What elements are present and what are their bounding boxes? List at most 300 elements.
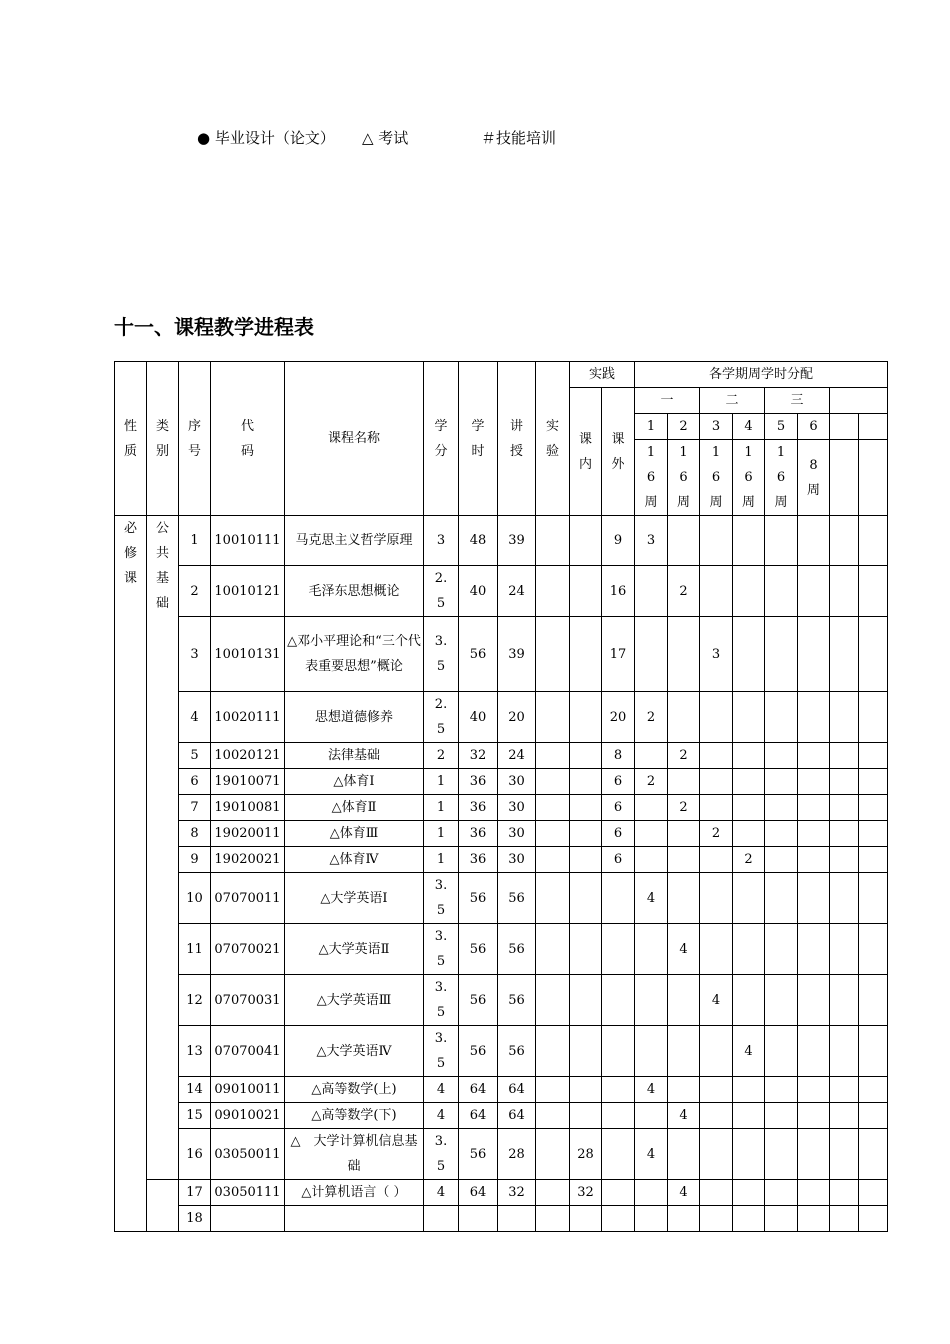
cell-lab bbox=[536, 1129, 570, 1180]
cell-credits: 1 bbox=[424, 795, 459, 821]
cell-practice-out: 16 bbox=[602, 566, 635, 617]
cell-term-hours bbox=[668, 617, 700, 692]
cell-term-hours bbox=[635, 924, 668, 975]
cell-practice-in bbox=[570, 1077, 602, 1103]
cell-term-hours bbox=[733, 566, 765, 617]
cell-term-hours bbox=[635, 975, 668, 1026]
cell-hours bbox=[459, 1206, 498, 1232]
header-term: 3 bbox=[700, 414, 733, 440]
cell-code: 09010021 bbox=[211, 1103, 285, 1129]
cell-practice-out: 6 bbox=[602, 821, 635, 847]
cell-course-name: △ 大学计算机信息基础 bbox=[285, 1129, 424, 1180]
cell-lecture: 32 bbox=[498, 1180, 536, 1206]
table-row bbox=[115, 1103, 888, 1129]
cell-code: 19010071 bbox=[211, 769, 285, 795]
cell-term-hours bbox=[830, 1129, 859, 1180]
table-row bbox=[115, 769, 888, 795]
cell-term-hours bbox=[668, 1206, 700, 1232]
cell-term-hours bbox=[859, 1206, 888, 1232]
cell-term-hours bbox=[830, 1026, 859, 1077]
table-row bbox=[115, 566, 888, 617]
cell-term-hours: 2 bbox=[733, 847, 765, 873]
cell-term-hours bbox=[830, 617, 859, 692]
cell-term-hours bbox=[668, 1077, 700, 1103]
header-lab: 实验 bbox=[536, 362, 570, 516]
cell-lab bbox=[536, 743, 570, 769]
cell-term-hours bbox=[859, 795, 888, 821]
cell-term-hours bbox=[830, 743, 859, 769]
cell-lab bbox=[536, 1026, 570, 1077]
cell-course-name: △邓小平理论和“三个代表重要思想”概论 bbox=[285, 617, 424, 692]
cell-term-hours bbox=[733, 1129, 765, 1180]
cell-lecture: 56 bbox=[498, 873, 536, 924]
cell-lab bbox=[536, 821, 570, 847]
cell-term-hours bbox=[635, 1206, 668, 1232]
cell-term-hours bbox=[635, 566, 668, 617]
cell-practice-in: 32 bbox=[570, 1180, 602, 1206]
cell-code: 07070031 bbox=[211, 975, 285, 1026]
cell-course-name: 马克思主义哲学原理 bbox=[285, 516, 424, 566]
cell-lab bbox=[536, 975, 570, 1026]
cell-term-hours bbox=[668, 692, 700, 743]
cell-lab bbox=[536, 692, 570, 743]
cell-practice-out: 9 bbox=[602, 516, 635, 566]
cell-hours: 56 bbox=[459, 1129, 498, 1180]
cell-course-name: △体育Ⅰ bbox=[285, 769, 424, 795]
cell-practice-in bbox=[570, 743, 602, 769]
header-practice-in: 课内 bbox=[570, 388, 602, 516]
cell-practice-out bbox=[602, 1026, 635, 1077]
cell-credits: 1 bbox=[424, 769, 459, 795]
cell-term-hours bbox=[733, 1077, 765, 1103]
cell-practice-in bbox=[570, 975, 602, 1026]
cell-term-hours bbox=[798, 1026, 830, 1077]
cell-practice-in: 28 bbox=[570, 1129, 602, 1180]
cell-credits: 2.5 bbox=[424, 566, 459, 617]
cell-lab bbox=[536, 769, 570, 795]
cell-seq: 6 bbox=[179, 769, 211, 795]
cell-practice-in bbox=[570, 516, 602, 566]
cell-lecture: 64 bbox=[498, 1103, 536, 1129]
cell-term-hours bbox=[700, 743, 733, 769]
cell-term-hours bbox=[668, 516, 700, 566]
cell-practice-in bbox=[570, 1026, 602, 1077]
cell-term-hours bbox=[830, 1103, 859, 1129]
cell-term-hours bbox=[700, 924, 733, 975]
cell-hours: 32 bbox=[459, 743, 498, 769]
cell-term-hours bbox=[859, 821, 888, 847]
cell-lecture: 56 bbox=[498, 1026, 536, 1077]
header-year-2: 二 bbox=[700, 388, 765, 414]
cell-lecture: 30 bbox=[498, 847, 536, 873]
cell-practice-in bbox=[570, 769, 602, 795]
cell-term-hours: 3 bbox=[635, 516, 668, 566]
cell-term-hours bbox=[668, 769, 700, 795]
cell-course-name: △体育Ⅳ bbox=[285, 847, 424, 873]
cell-lecture: 30 bbox=[498, 769, 536, 795]
cell-term-hours bbox=[765, 847, 798, 873]
cell-term-hours bbox=[859, 769, 888, 795]
cell-practice-in bbox=[570, 795, 602, 821]
cell-term-hours bbox=[830, 692, 859, 743]
cell-lecture: 64 bbox=[498, 1077, 536, 1103]
cell-credits: 4 bbox=[424, 1103, 459, 1129]
cell-term-hours bbox=[859, 566, 888, 617]
cell-term-hours bbox=[859, 1077, 888, 1103]
cell-term-hours: 4 bbox=[668, 924, 700, 975]
cell-practice-out bbox=[602, 924, 635, 975]
cell-lab bbox=[536, 566, 570, 617]
cell-term-hours bbox=[700, 847, 733, 873]
cell-term-hours bbox=[798, 1206, 830, 1232]
cell-lab bbox=[536, 847, 570, 873]
cell-code: 10010111 bbox=[211, 516, 285, 566]
cell-term-hours bbox=[798, 516, 830, 566]
cell-lab bbox=[536, 1077, 570, 1103]
cell-term-hours bbox=[859, 1026, 888, 1077]
cell-term-hours: 2 bbox=[635, 692, 668, 743]
cell-nature: 必修课 bbox=[115, 516, 147, 1232]
header-seq: 序号 bbox=[179, 362, 211, 516]
cell-seq: 12 bbox=[179, 975, 211, 1026]
cell-term-hours bbox=[798, 847, 830, 873]
cell-term-hours bbox=[798, 692, 830, 743]
cell-term-hours bbox=[635, 1180, 668, 1206]
cell-hours: 56 bbox=[459, 1026, 498, 1077]
cell-term-hours bbox=[700, 1103, 733, 1129]
table-row bbox=[115, 617, 888, 692]
table-row bbox=[115, 1180, 888, 1206]
course-schedule-table bbox=[114, 361, 888, 1232]
cell-term-hours bbox=[733, 1103, 765, 1129]
cell-hours: 56 bbox=[459, 873, 498, 924]
cell-term-hours bbox=[765, 769, 798, 795]
cell-seq: 16 bbox=[179, 1129, 211, 1180]
cell-term-hours bbox=[765, 566, 798, 617]
cell-seq: 3 bbox=[179, 617, 211, 692]
cell-term-hours bbox=[859, 617, 888, 692]
cell-term-hours bbox=[798, 743, 830, 769]
cell-credits bbox=[424, 1206, 459, 1232]
section-title: 十一、课程教学进程表 bbox=[114, 315, 314, 339]
table-row bbox=[115, 821, 888, 847]
cell-credits: 3.5 bbox=[424, 617, 459, 692]
cell-credits: 3.5 bbox=[424, 873, 459, 924]
cell-term-hours bbox=[830, 1180, 859, 1206]
cell-practice-in bbox=[570, 617, 602, 692]
cell-lecture: 28 bbox=[498, 1129, 536, 1180]
cell-hours: 64 bbox=[459, 1077, 498, 1103]
cell-term-hours bbox=[765, 516, 798, 566]
header-code: 代码 bbox=[211, 362, 285, 516]
cell-lab bbox=[536, 924, 570, 975]
cell-lecture: 39 bbox=[498, 516, 536, 566]
header-weeks: 16周 bbox=[700, 440, 733, 516]
cell-code: 03050111 bbox=[211, 1180, 285, 1206]
cell-term-hours bbox=[635, 743, 668, 769]
cell-lab bbox=[536, 516, 570, 566]
cell-practice-in bbox=[570, 566, 602, 617]
cell-term-hours bbox=[668, 975, 700, 1026]
cell-term-hours bbox=[798, 1103, 830, 1129]
cell-term-hours bbox=[859, 1103, 888, 1129]
cell-lab bbox=[536, 795, 570, 821]
cell-course-name: 法律基础 bbox=[285, 743, 424, 769]
cell-course-name: △大学英语Ⅱ bbox=[285, 924, 424, 975]
table-row bbox=[115, 1077, 888, 1103]
header-weeks bbox=[830, 440, 859, 516]
cell-lab bbox=[536, 1180, 570, 1206]
cell-term-hours bbox=[635, 617, 668, 692]
cell-term-hours bbox=[798, 617, 830, 692]
header-hours: 学时 bbox=[459, 362, 498, 516]
cell-term-hours bbox=[830, 924, 859, 975]
legend-thesis: ● 毕业设计（论文） bbox=[197, 129, 335, 147]
header-year-1: 一 bbox=[635, 388, 700, 414]
cell-practice-in bbox=[570, 1103, 602, 1129]
cell-term-hours bbox=[733, 1180, 765, 1206]
cell-term-hours bbox=[798, 769, 830, 795]
legend-exam: △ 考试 bbox=[362, 129, 409, 147]
cell-practice-out bbox=[602, 873, 635, 924]
cell-course-name: △高等数学(下) bbox=[285, 1103, 424, 1129]
cell-term-hours bbox=[733, 617, 765, 692]
header-term bbox=[859, 414, 888, 440]
cell-term-hours bbox=[830, 847, 859, 873]
cell-course-name: △高等数学(上) bbox=[285, 1077, 424, 1103]
cell-term-hours bbox=[798, 1180, 830, 1206]
cell-term-hours: 4 bbox=[668, 1180, 700, 1206]
cell-code: 19010081 bbox=[211, 795, 285, 821]
cell-lab bbox=[536, 1206, 570, 1232]
table-row bbox=[115, 1129, 888, 1180]
cell-term-hours: 3 bbox=[700, 617, 733, 692]
cell-term-hours bbox=[798, 795, 830, 821]
table-row bbox=[115, 795, 888, 821]
cell-term-hours bbox=[830, 795, 859, 821]
cell-hours: 40 bbox=[459, 692, 498, 743]
cell-credits: 4 bbox=[424, 1180, 459, 1206]
cell-term-hours bbox=[765, 1026, 798, 1077]
cell-practice-out bbox=[602, 975, 635, 1026]
cell-practice-out bbox=[602, 1129, 635, 1180]
cell-lecture: 39 bbox=[498, 617, 536, 692]
cell-practice-out: 20 bbox=[602, 692, 635, 743]
cell-code: 10020111 bbox=[211, 692, 285, 743]
cell-term-hours bbox=[859, 924, 888, 975]
cell-term-hours bbox=[859, 1180, 888, 1206]
cell-term-hours bbox=[830, 1206, 859, 1232]
cell-course-name bbox=[285, 1206, 424, 1232]
header-weeks: 16周 bbox=[668, 440, 700, 516]
cell-term-hours bbox=[830, 769, 859, 795]
cell-term-hours bbox=[798, 1077, 830, 1103]
cell-code: 07070041 bbox=[211, 1026, 285, 1077]
header-credits: 学分 bbox=[424, 362, 459, 516]
cell-code: 10010121 bbox=[211, 566, 285, 617]
cell-credits: 1 bbox=[424, 847, 459, 873]
cell-term-hours bbox=[830, 873, 859, 924]
cell-hours: 36 bbox=[459, 769, 498, 795]
cell-hours: 56 bbox=[459, 975, 498, 1026]
cell-seq: 2 bbox=[179, 566, 211, 617]
cell-term-hours bbox=[635, 1103, 668, 1129]
cell-term-hours bbox=[830, 821, 859, 847]
table-row bbox=[115, 847, 888, 873]
cell-hours: 36 bbox=[459, 821, 498, 847]
cell-credits: 3 bbox=[424, 516, 459, 566]
cell-term-hours: 4 bbox=[635, 873, 668, 924]
cell-course-name: △体育Ⅲ bbox=[285, 821, 424, 847]
cell-code: 19020021 bbox=[211, 847, 285, 873]
cell-practice-out bbox=[602, 1077, 635, 1103]
cell-course-name: △大学英语Ⅰ bbox=[285, 873, 424, 924]
table-header bbox=[115, 362, 888, 516]
header-nature: 性质 bbox=[115, 362, 147, 516]
cell-credits: 3.5 bbox=[424, 1129, 459, 1180]
cell-term-hours bbox=[830, 516, 859, 566]
cell-term-hours bbox=[733, 975, 765, 1026]
cell-term-hours bbox=[765, 1103, 798, 1129]
cell-term-hours bbox=[798, 873, 830, 924]
cell-term-hours bbox=[765, 821, 798, 847]
cell-term-hours bbox=[668, 847, 700, 873]
cell-hours: 40 bbox=[459, 566, 498, 617]
header-term: 4 bbox=[733, 414, 765, 440]
cell-term-hours: 4 bbox=[733, 1026, 765, 1077]
cell-term-hours bbox=[635, 1026, 668, 1077]
cell-term-hours: 2 bbox=[668, 566, 700, 617]
header-semester-distribution: 各学期周学时分配 bbox=[635, 362, 888, 388]
table-row bbox=[115, 975, 888, 1026]
cell-category-empty bbox=[147, 1180, 179, 1232]
cell-practice-in bbox=[570, 1206, 602, 1232]
cell-term-hours bbox=[700, 516, 733, 566]
cell-term-hours bbox=[765, 1206, 798, 1232]
cell-course-name: △体育Ⅱ bbox=[285, 795, 424, 821]
cell-lab bbox=[536, 617, 570, 692]
cell-term-hours bbox=[733, 1206, 765, 1232]
cell-term-hours bbox=[765, 795, 798, 821]
cell-credits: 3.5 bbox=[424, 1026, 459, 1077]
cell-lab bbox=[536, 1103, 570, 1129]
cell-lecture: 56 bbox=[498, 924, 536, 975]
cell-term-hours bbox=[733, 821, 765, 847]
cell-term-hours bbox=[635, 795, 668, 821]
cell-seq: 14 bbox=[179, 1077, 211, 1103]
cell-term-hours: 2 bbox=[668, 743, 700, 769]
cell-practice-out: 8 bbox=[602, 743, 635, 769]
cell-term-hours bbox=[700, 1180, 733, 1206]
cell-code: 10010131 bbox=[211, 617, 285, 692]
cell-lab bbox=[536, 873, 570, 924]
cell-term-hours bbox=[830, 566, 859, 617]
cell-term-hours bbox=[798, 821, 830, 847]
cell-term-hours bbox=[700, 566, 733, 617]
cell-term-hours bbox=[765, 1180, 798, 1206]
cell-seq: 10 bbox=[179, 873, 211, 924]
header-year-3: 三 bbox=[765, 388, 830, 414]
header-weeks: 8周 bbox=[798, 440, 830, 516]
cell-code: 07070021 bbox=[211, 924, 285, 975]
cell-credits: 1 bbox=[424, 821, 459, 847]
cell-term-hours bbox=[733, 924, 765, 975]
cell-term-hours: 4 bbox=[700, 975, 733, 1026]
cell-credits: 2.5 bbox=[424, 692, 459, 743]
header-term: 6 bbox=[798, 414, 830, 440]
cell-lecture: 30 bbox=[498, 821, 536, 847]
cell-course-name: △大学英语Ⅲ bbox=[285, 975, 424, 1026]
cell-lecture: 24 bbox=[498, 743, 536, 769]
cell-term-hours bbox=[668, 873, 700, 924]
cell-term-hours bbox=[733, 692, 765, 743]
table-row bbox=[115, 1206, 888, 1232]
cell-practice-out bbox=[602, 1180, 635, 1206]
header-weeks bbox=[859, 440, 888, 516]
cell-hours: 56 bbox=[459, 924, 498, 975]
cell-term-hours bbox=[700, 1026, 733, 1077]
cell-code bbox=[211, 1206, 285, 1232]
cell-seq: 8 bbox=[179, 821, 211, 847]
header-year-extra bbox=[830, 388, 888, 414]
cell-practice-in bbox=[570, 847, 602, 873]
header-weeks: 16周 bbox=[733, 440, 765, 516]
cell-term-hours bbox=[798, 1129, 830, 1180]
cell-term-hours: 2 bbox=[668, 795, 700, 821]
cell-term-hours bbox=[700, 1077, 733, 1103]
cell-hours: 64 bbox=[459, 1103, 498, 1129]
cell-term-hours bbox=[765, 873, 798, 924]
cell-hours: 36 bbox=[459, 795, 498, 821]
cell-seq: 18 bbox=[179, 1206, 211, 1232]
table-row bbox=[115, 692, 888, 743]
cell-practice-in bbox=[570, 692, 602, 743]
cell-hours: 64 bbox=[459, 1180, 498, 1206]
cell-course-name: △计算机语言（ ） bbox=[285, 1180, 424, 1206]
cell-term-hours bbox=[765, 617, 798, 692]
cell-seq: 15 bbox=[179, 1103, 211, 1129]
cell-term-hours bbox=[668, 1129, 700, 1180]
cell-term-hours bbox=[668, 821, 700, 847]
header-category: 类别 bbox=[147, 362, 179, 516]
cell-term-hours bbox=[798, 975, 830, 1026]
table-row bbox=[115, 1026, 888, 1077]
cell-credits: 2 bbox=[424, 743, 459, 769]
cell-term-hours bbox=[733, 795, 765, 821]
cell-practice-in bbox=[570, 821, 602, 847]
cell-term-hours bbox=[765, 975, 798, 1026]
cell-term-hours bbox=[798, 924, 830, 975]
cell-practice-in bbox=[570, 873, 602, 924]
cell-practice-out: 6 bbox=[602, 795, 635, 821]
cell-term-hours bbox=[733, 516, 765, 566]
cell-term-hours bbox=[859, 692, 888, 743]
cell-category: 公共基础 bbox=[147, 516, 179, 1180]
header-term: 2 bbox=[668, 414, 700, 440]
cell-term-hours bbox=[733, 769, 765, 795]
cell-term-hours bbox=[635, 821, 668, 847]
cell-code: 19020011 bbox=[211, 821, 285, 847]
header-term: 5 bbox=[765, 414, 798, 440]
table-row bbox=[115, 743, 888, 769]
cell-lecture: 24 bbox=[498, 566, 536, 617]
cell-term-hours bbox=[700, 795, 733, 821]
cell-term-hours bbox=[765, 924, 798, 975]
cell-term-hours bbox=[765, 1077, 798, 1103]
cell-term-hours bbox=[733, 873, 765, 924]
table-row bbox=[115, 924, 888, 975]
header-term bbox=[830, 414, 859, 440]
